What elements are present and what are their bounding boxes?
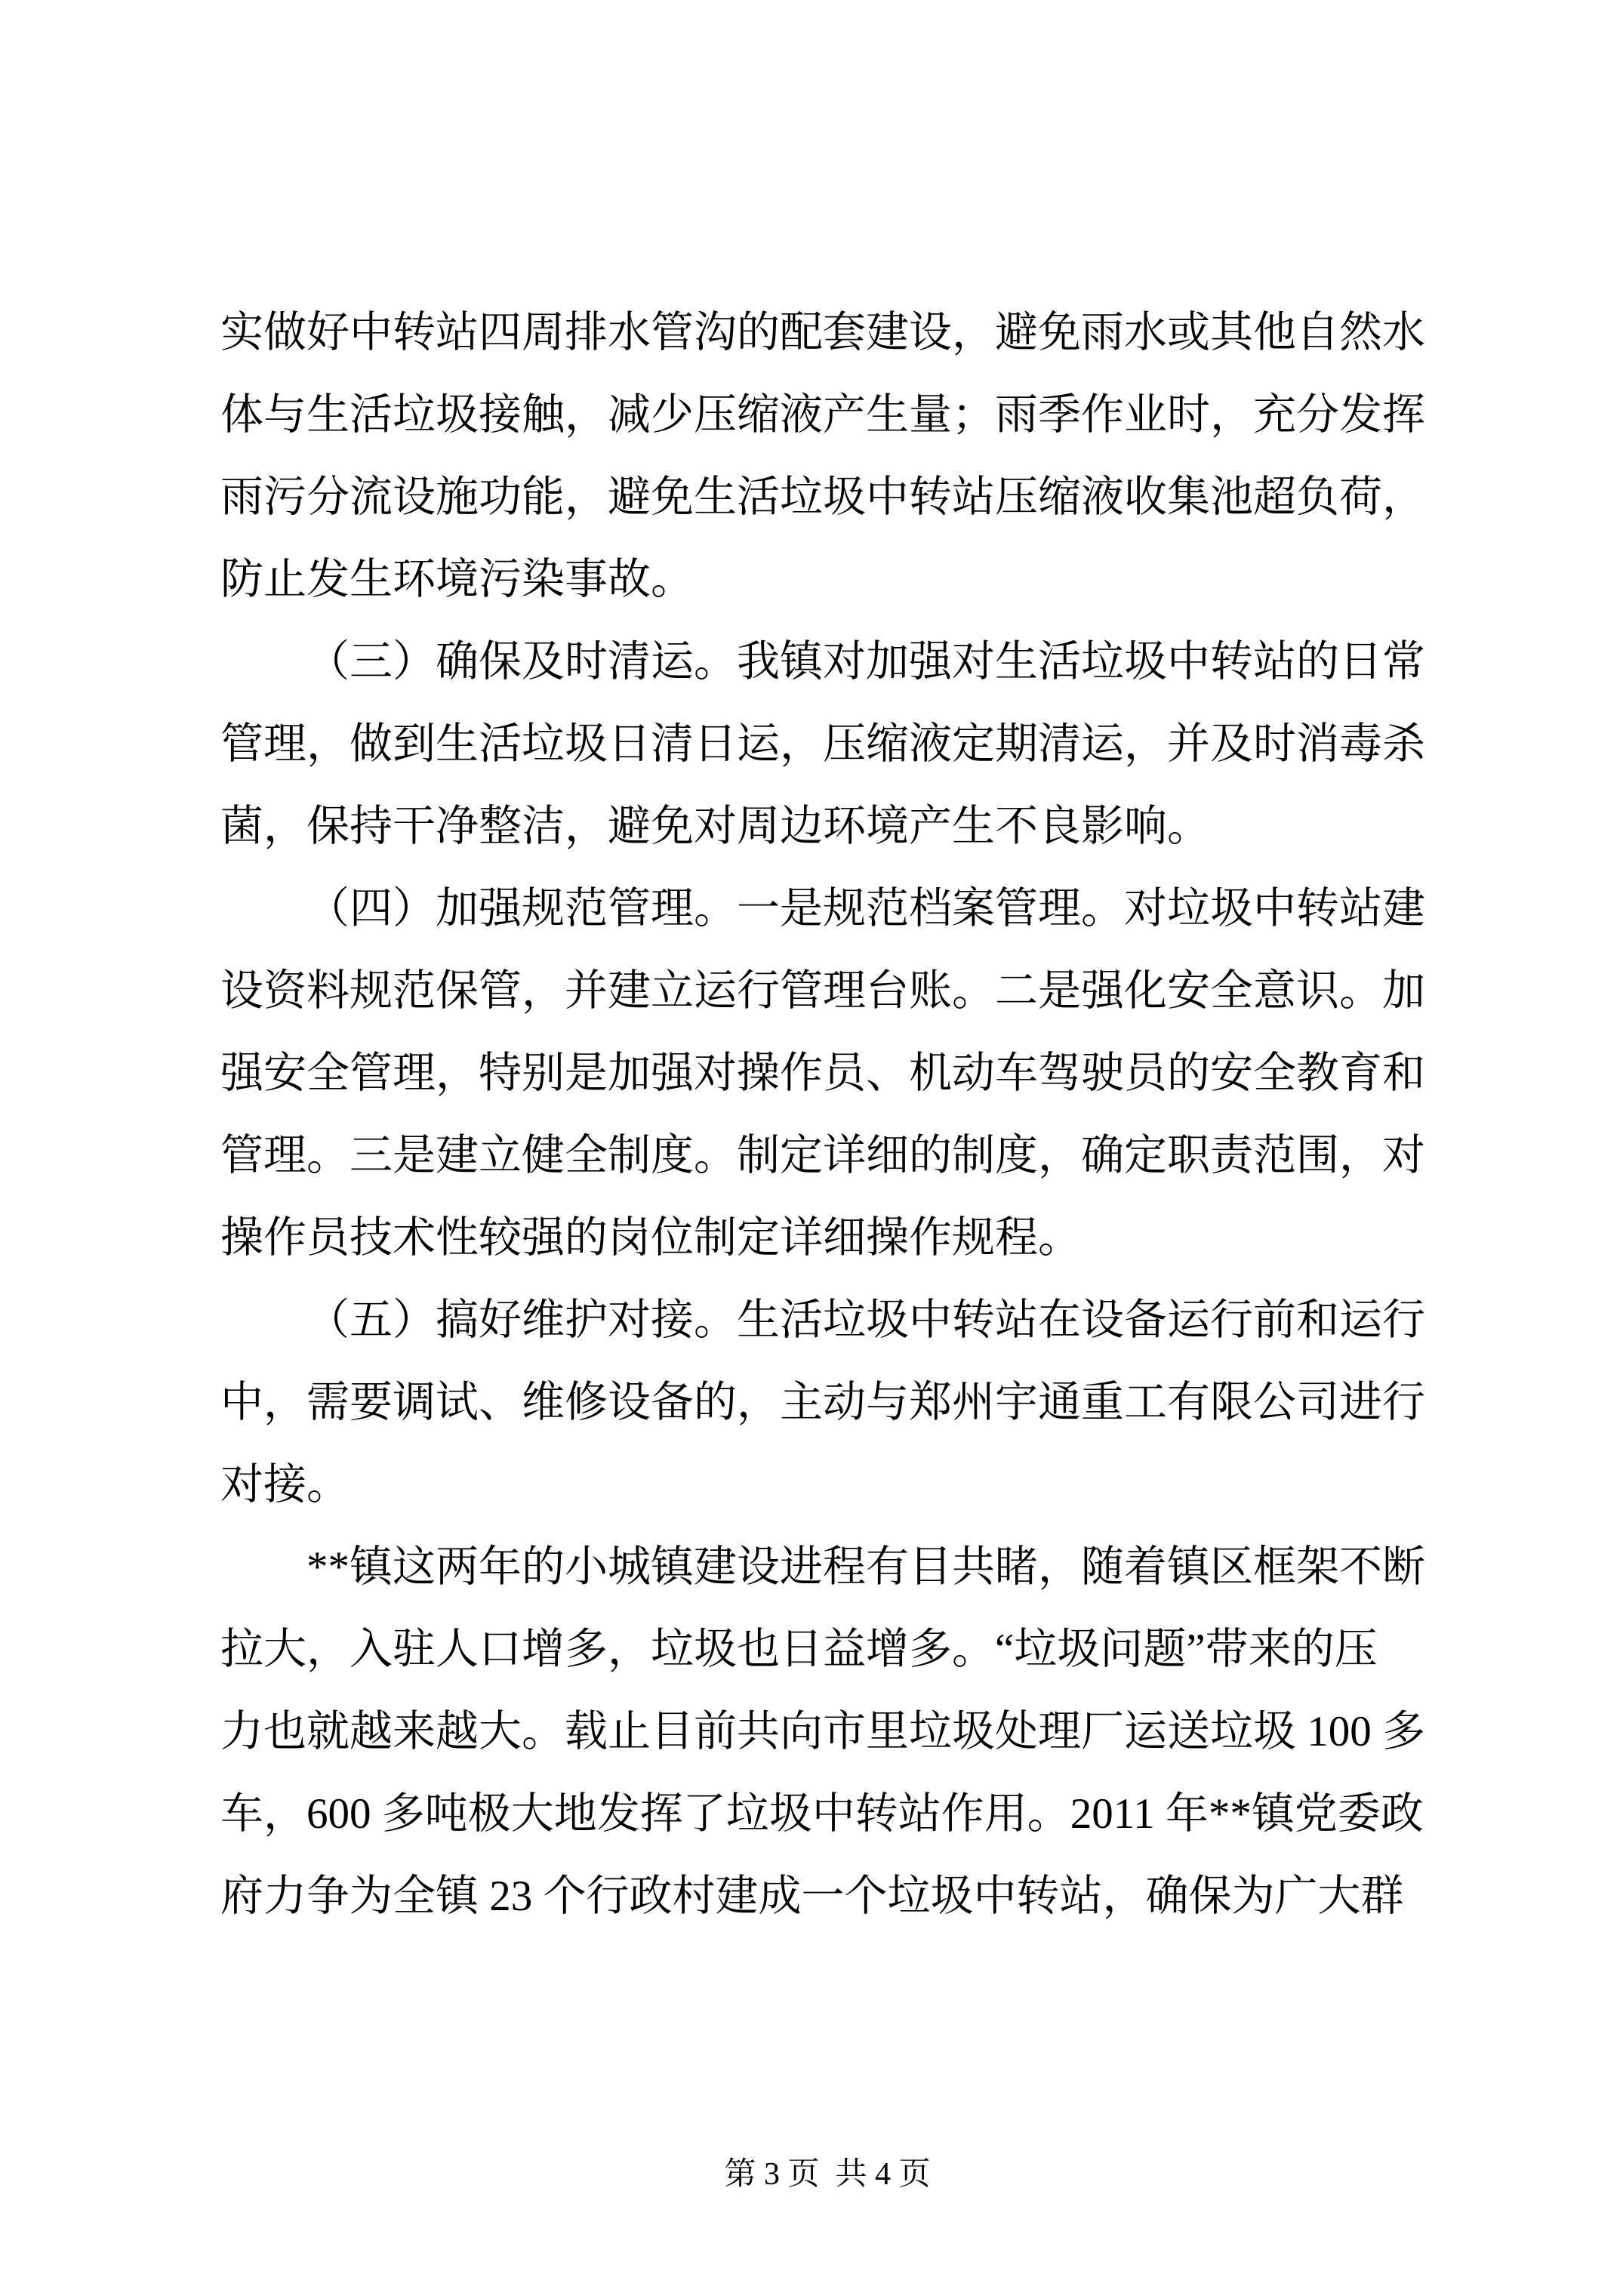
page-footer (0, 2116, 1623, 2233)
text-line: 府力争为全镇 23 个行政村建成一个垃圾中转站，确保为广大群 (220, 1872, 1404, 1920)
text-line: 设资料规范保管，并建立运行管理台账。二是强化安全意识。加 (220, 967, 1425, 1015)
text-line: 拉大，入驻人口增多，垃圾也日益增多。“垃圾问题”带来的压 (220, 1626, 1378, 1673)
text-line: （五）搞好维护对接。生活垃圾中转站在设备运行前和运行 (306, 1296, 1425, 1344)
text-line: 防止发生环境污染事故。 (220, 556, 694, 603)
text-line: 力也就越来越大。载止目前共向市里垃圾处理厂运送垃圾 100 多 (220, 1708, 1425, 1755)
text-line: 管理。三是建立健全制度。制定详细的制度，确定职责范围，对 (220, 1132, 1425, 1179)
text-line: 中，需要调试、维修设备的，主动与郑州宇通重工有限公司进行 (220, 1379, 1425, 1426)
text-line: （四）加强规范管理。一是规范档案管理。对垃圾中转站建 (306, 885, 1425, 932)
text-line: 车，600 多吨极大地发挥了垃圾中转站作用。2011 年**镇党委政 (220, 1790, 1424, 1838)
document-body (220, 291, 1433, 1937)
text-line: （三）确保及时清运。我镇对加强对生活垃圾中转站的日常 (306, 638, 1425, 686)
text-line: 实做好中转站四周排水管沟的配套建设，避免雨水或其他自然水 (220, 309, 1425, 356)
page-number-indicator: 第 3 页 共 4 页 (724, 2157, 931, 2192)
text-line: 体与生活垃圾接触，减少压缩液产生量；雨季作业时，充分发挥 (220, 391, 1425, 439)
text-line: 菌，保持干净整洁，避免对周边环境产生不良影响。 (220, 803, 1210, 850)
text-line: 操作员技术性较强的岗位制定详细操作规程。 (220, 1214, 1081, 1262)
text-line: **镇这两年的小城镇建设进程有目共睹，随着镇区框架不断 (306, 1543, 1425, 1591)
text-line: 管理，做到生活垃圾日清日运，压缩液定期清运，并及时消毒杀 (220, 720, 1425, 768)
text-line: 雨污分流设施功能，避免生活垃圾中转站压缩液收集池超负荷， (220, 473, 1425, 521)
text-line: 强安全管理，特别是加强对操作员、机动车驾驶员的安全教育和 (220, 1049, 1425, 1097)
text-line: 对接。 (220, 1461, 350, 1509)
